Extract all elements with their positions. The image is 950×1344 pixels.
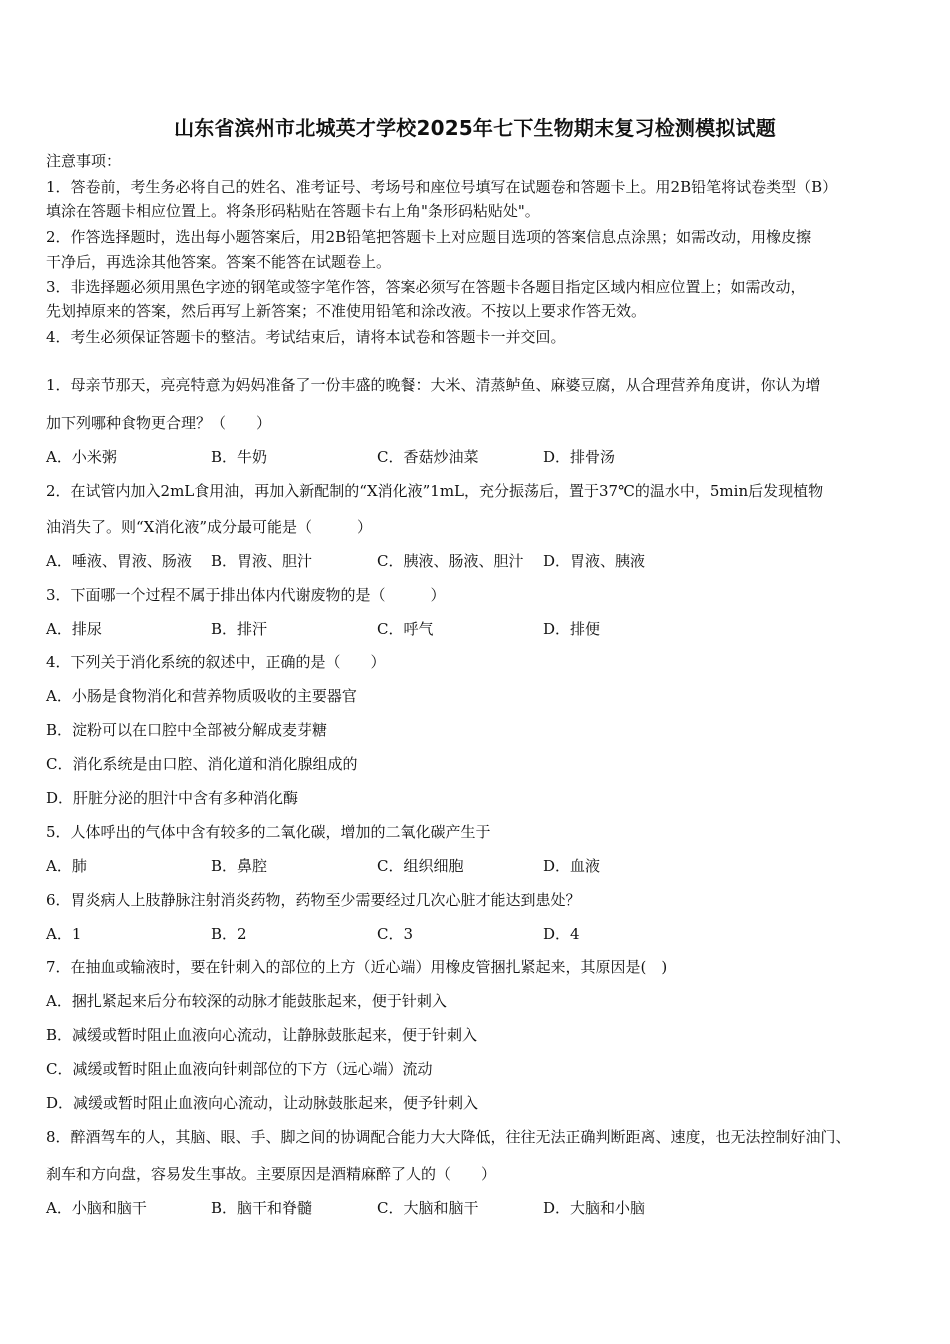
question-stem: 1．母亲节那天，亮亮特意为妈妈准备了一份丰盛的晚餐：大米、清蒸鲈鱼、麻婆豆腐，从合理营养角度讲，你认为增 [46, 376, 821, 394]
option-c: C．大脑和脑干 [377, 1199, 479, 1217]
notice-line: 填涂在答题卡相应位置上。将条形码粘贴在答题卡右上角"条形码粘贴处"。 [46, 202, 540, 220]
option-b: B．排汗 [211, 620, 268, 638]
question-stem: 6．胃炎病人上肢静脉注射消炎药物，药物至少需要经过几次心脏才能达到患处？ [46, 891, 581, 909]
option-a: A．肺 [46, 857, 87, 875]
question-stem: 刹车和方向盘，容易发生事故。主要原因是酒精麻醉了人的（ ） [46, 1165, 497, 1183]
question-stem: 4．下列关于消化系统的叙述中，正确的是（ ） [46, 653, 386, 671]
option-b: B．脑干和脊髓 [211, 1199, 313, 1217]
question-stem: 3．下面哪一个过程不属于排出体内代谢废物的是（ ） [46, 586, 446, 604]
question-stem: 8．醉酒驾车的人，其脑、眼、手、脚之间的协调配合能力大大降低，往往无法正确判断距离、速度，也无法控制好油门、 [46, 1128, 851, 1146]
option-c: C．组织细胞 [377, 857, 464, 875]
option-b: B．胃液、胆汁 [211, 552, 313, 570]
option-a: A．捆扎紧起来后分布较深的动脉才能鼓胀起来，便于针刺入 [46, 992, 447, 1010]
notice-line: 先划掉原来的答案，然后再写上新答案；不准使用铅笔和涂改液。不按以上要求作答无效。 [46, 302, 647, 320]
option-d: D．排便 [543, 620, 601, 638]
question-stem: 7．在抽血或输液时，要在针刺入的部位的上方（近心端）用橡皮管捆扎紧起来，其原因是( ) [46, 958, 668, 976]
option-c: C．3 [377, 925, 414, 943]
option-row [46, 1198, 906, 1218]
option-d: D．减缓或暂时阻止血液向心流动，让动脉鼓胀起来，便予针刺入 [46, 1094, 479, 1112]
question-stem: 5．人体呼出的气体中含有较多的二氧化碳，增加的二氧化碳产生于 [46, 823, 491, 841]
option-c: C．胰液、肠液、胆汁 [377, 552, 524, 570]
notice-line: 2．作答选择题时，选出每小题答案后，用2B铅笔把答题卡上对应题目选项的答案信息点涂黑；如需改动，用橡皮擦 [46, 228, 812, 246]
notice-line: 3．非选择题必须用黑色字迹的钢笔或签字笔作答，答案必须写在答题卡各题目指定区域内相应位置上；如需改动， [46, 278, 806, 296]
option-a: A．唾液、胃液、肠液 [46, 552, 192, 570]
option-d: D．4 [543, 925, 580, 943]
notice-line: 1．答卷前，考生务必将自己的姓名、准考证号、考场号和座位号填写在试题卷和答题卡上。用2B铅笔将试卷类型（B） [46, 178, 838, 196]
notice-line: 干净后，再选涂其他答案。答案不能答在试题卷上。 [46, 253, 392, 271]
notice-line: 4．考生必须保证答题卡的整洁。考试结束后，请将本试卷和答题卡一并交回。 [46, 328, 566, 346]
option-b: B．牛奶 [211, 448, 268, 466]
option-d: D．血液 [543, 857, 601, 875]
option-d: D．排骨汤 [543, 448, 616, 466]
option-a: A．小米粥 [46, 448, 117, 466]
option-a: A．小脑和脑干 [46, 1199, 147, 1217]
notice-heading: 注意事项： [46, 152, 122, 170]
option-row [46, 924, 906, 944]
option-d: D．大脑和小脑 [543, 1199, 646, 1217]
page-title: 山东省滨州市北城英才学校2025年七下生物期末复习检测模拟试题 [174, 116, 776, 140]
option-b: B．淀粉可以在口腔中全部被分解成麦芽糖 [46, 721, 328, 739]
option-c: C．减缓或暂时阻止血液向针刺部位的下方（远心端）流动 [46, 1060, 433, 1078]
option-row [46, 447, 906, 467]
option-d: D．胃液、胰液 [543, 552, 646, 570]
option-a: A．1 [46, 925, 82, 943]
option-row [46, 619, 906, 639]
option-a: A．小肠是食物消化和营养物质吸收的主要器官 [46, 687, 357, 705]
option-c: C．消化系统是由口腔、消化道和消化腺组成的 [46, 755, 358, 773]
option-d: D．肝脏分泌的胆汁中含有多种消化酶 [46, 789, 299, 807]
option-c: C．香菇炒油菜 [377, 448, 479, 466]
option-a: A．排尿 [46, 620, 102, 638]
option-c: C．呼气 [377, 620, 434, 638]
option-b: B．2 [211, 925, 247, 943]
option-b: B．鼻腔 [211, 857, 268, 875]
option-row [46, 856, 906, 876]
question-stem: 油消失了。则“X消化液”成分最可能是（ ） [46, 518, 373, 536]
question-stem: 2．在试管内加入2mL食用油，再加入新配制的“X消化液”1mL，充分振荡后，置于37℃的温水中，5min后发现植物 [46, 482, 824, 500]
option-row [46, 551, 906, 571]
question-stem: 加下列哪种食物更合理？（ ） [46, 414, 272, 432]
option-b: B．减缓或暂时阻止血液向心流动，让静脉鼓胀起来，便于针刺入 [46, 1026, 478, 1044]
